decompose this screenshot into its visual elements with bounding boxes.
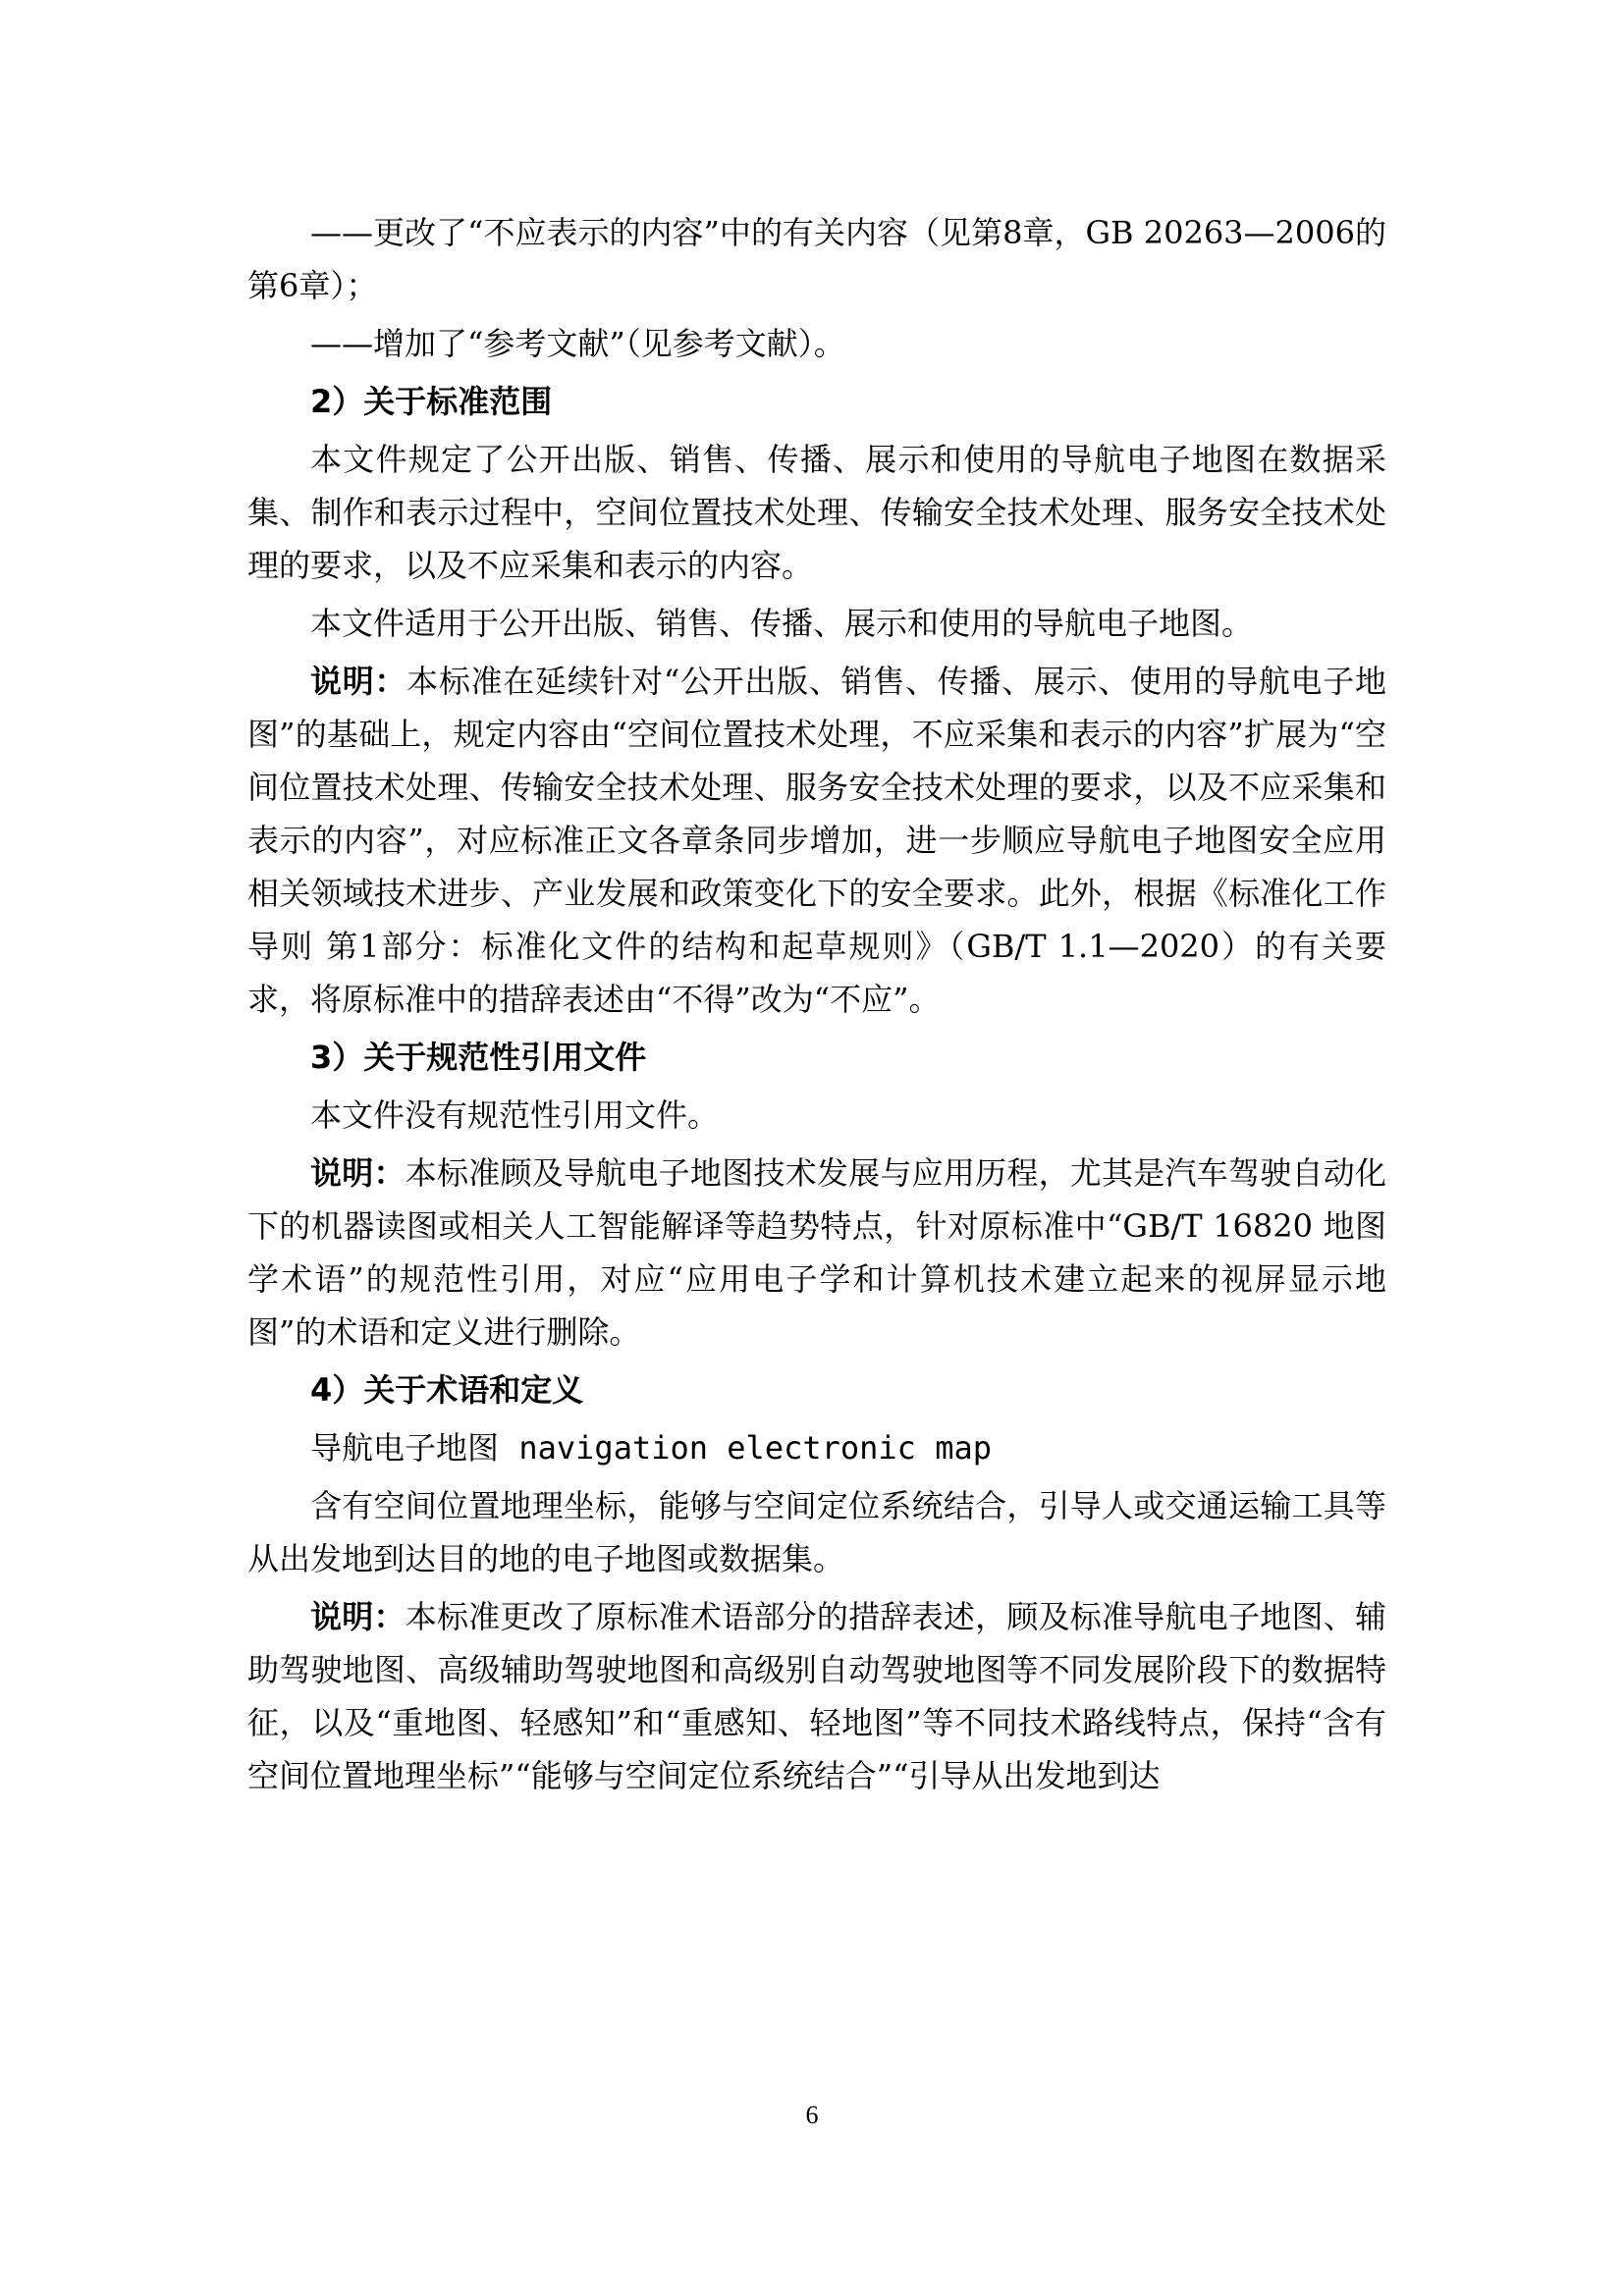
term-chinese: 导航电子地图 bbox=[310, 1429, 500, 1467]
note-terms bbox=[247, 1590, 1386, 1802]
paragraph-applicability: 本文件适用于公开出版、销售、传播、展示和使用的导航电子地图。 bbox=[310, 605, 1254, 642]
paragraph-add-item: ——增加了“参考文献”（见参考文献）。 bbox=[310, 325, 845, 362]
heading-terms: 4）关于术语和定义 bbox=[310, 1371, 584, 1409]
paragraph-change-item: ——更改了“不应表示的内容”中的有关内容（见第8章，GB 20263—2006的第6章）； bbox=[247, 214, 1386, 304]
note-references bbox=[247, 1147, 1386, 1359]
note-text: 本标准在延续针对“公开出版、销售、传播、展示、使用的导航电子地图”的基础上，规定内容由“空间位置技术处理，不应采集和表示的内容”扩展为“空间位置技术处理、传输安全技术处理、服务安全技术处理的要求，以及不应采集和表示的内容”，对应标准正文各章条同步增加，进一步顺应导航电子地图安全应用相关领域技术进步、产业发展和政策变化下的安全要求。此外，根据《标准化工作导则 第1部分：标准化文件的结构和起草规则》（GB/T 1.1—2020）的有关要求，将原标准中的措辞表述由“不得”改为“不应”。 bbox=[247, 663, 1386, 1018]
note-scope bbox=[247, 655, 1386, 1026]
term-definition: 含有空间位置地理坐标，能够与空间定位系统结合，引导人或交通运输工具等从出发地到达目的地的电子地图或数据集。 bbox=[247, 1487, 1386, 1577]
note-text: 本标准顾及导航电子地图技术发展与应用历程，尤其是汽车驾驶自动化下的机器读图或相关人工智能解译等趋势特点，针对原标准中“GB/T 16820 地图学术语”的规范性引用，对应“应用电子学和计算机技术建立起来的视屏显示地图”的术语和定义进行删除。 bbox=[247, 1154, 1386, 1351]
paragraph-no-references: 本文件没有规范性引用文件。 bbox=[310, 1096, 720, 1134]
note-label: 说明： bbox=[310, 663, 407, 700]
heading-normative-references: 3）关于规范性引用文件 bbox=[310, 1039, 647, 1076]
term-english: navigation electronic map bbox=[518, 1429, 992, 1467]
term-entry bbox=[247, 1421, 1386, 1474]
note-label: 说明： bbox=[310, 1598, 406, 1635]
body-text bbox=[247, 206, 1386, 1807]
note-text: 本标准更改了原标准术语部分的措辞表述，顾及标准导航电子地图、辅助驾驶地图、高级辅助驾驶地图和高级别自动驾驶地图等不同发展阶段下的数据特征，以及“重地图、轻感知”和“重感知、轻地图”等不同技术路线特点，保持“含有空间位置地理坐标”“能够与空间定位系统结合”“引导从出发地到达 bbox=[247, 1598, 1386, 1794]
note-label: 说明： bbox=[310, 1154, 406, 1192]
page-number: 6 bbox=[805, 2101, 819, 2129]
heading-scope: 2）关于标准范围 bbox=[310, 383, 553, 420]
paragraph-scope: 本文件规定了公开出版、销售、传播、展示和使用的导航电子地图在数据采集、制作和表示过程中，空间位置技术处理、传输安全技术处理、服务安全技术处理的要求，以及不应采集和表示的内容。 bbox=[247, 441, 1386, 584]
